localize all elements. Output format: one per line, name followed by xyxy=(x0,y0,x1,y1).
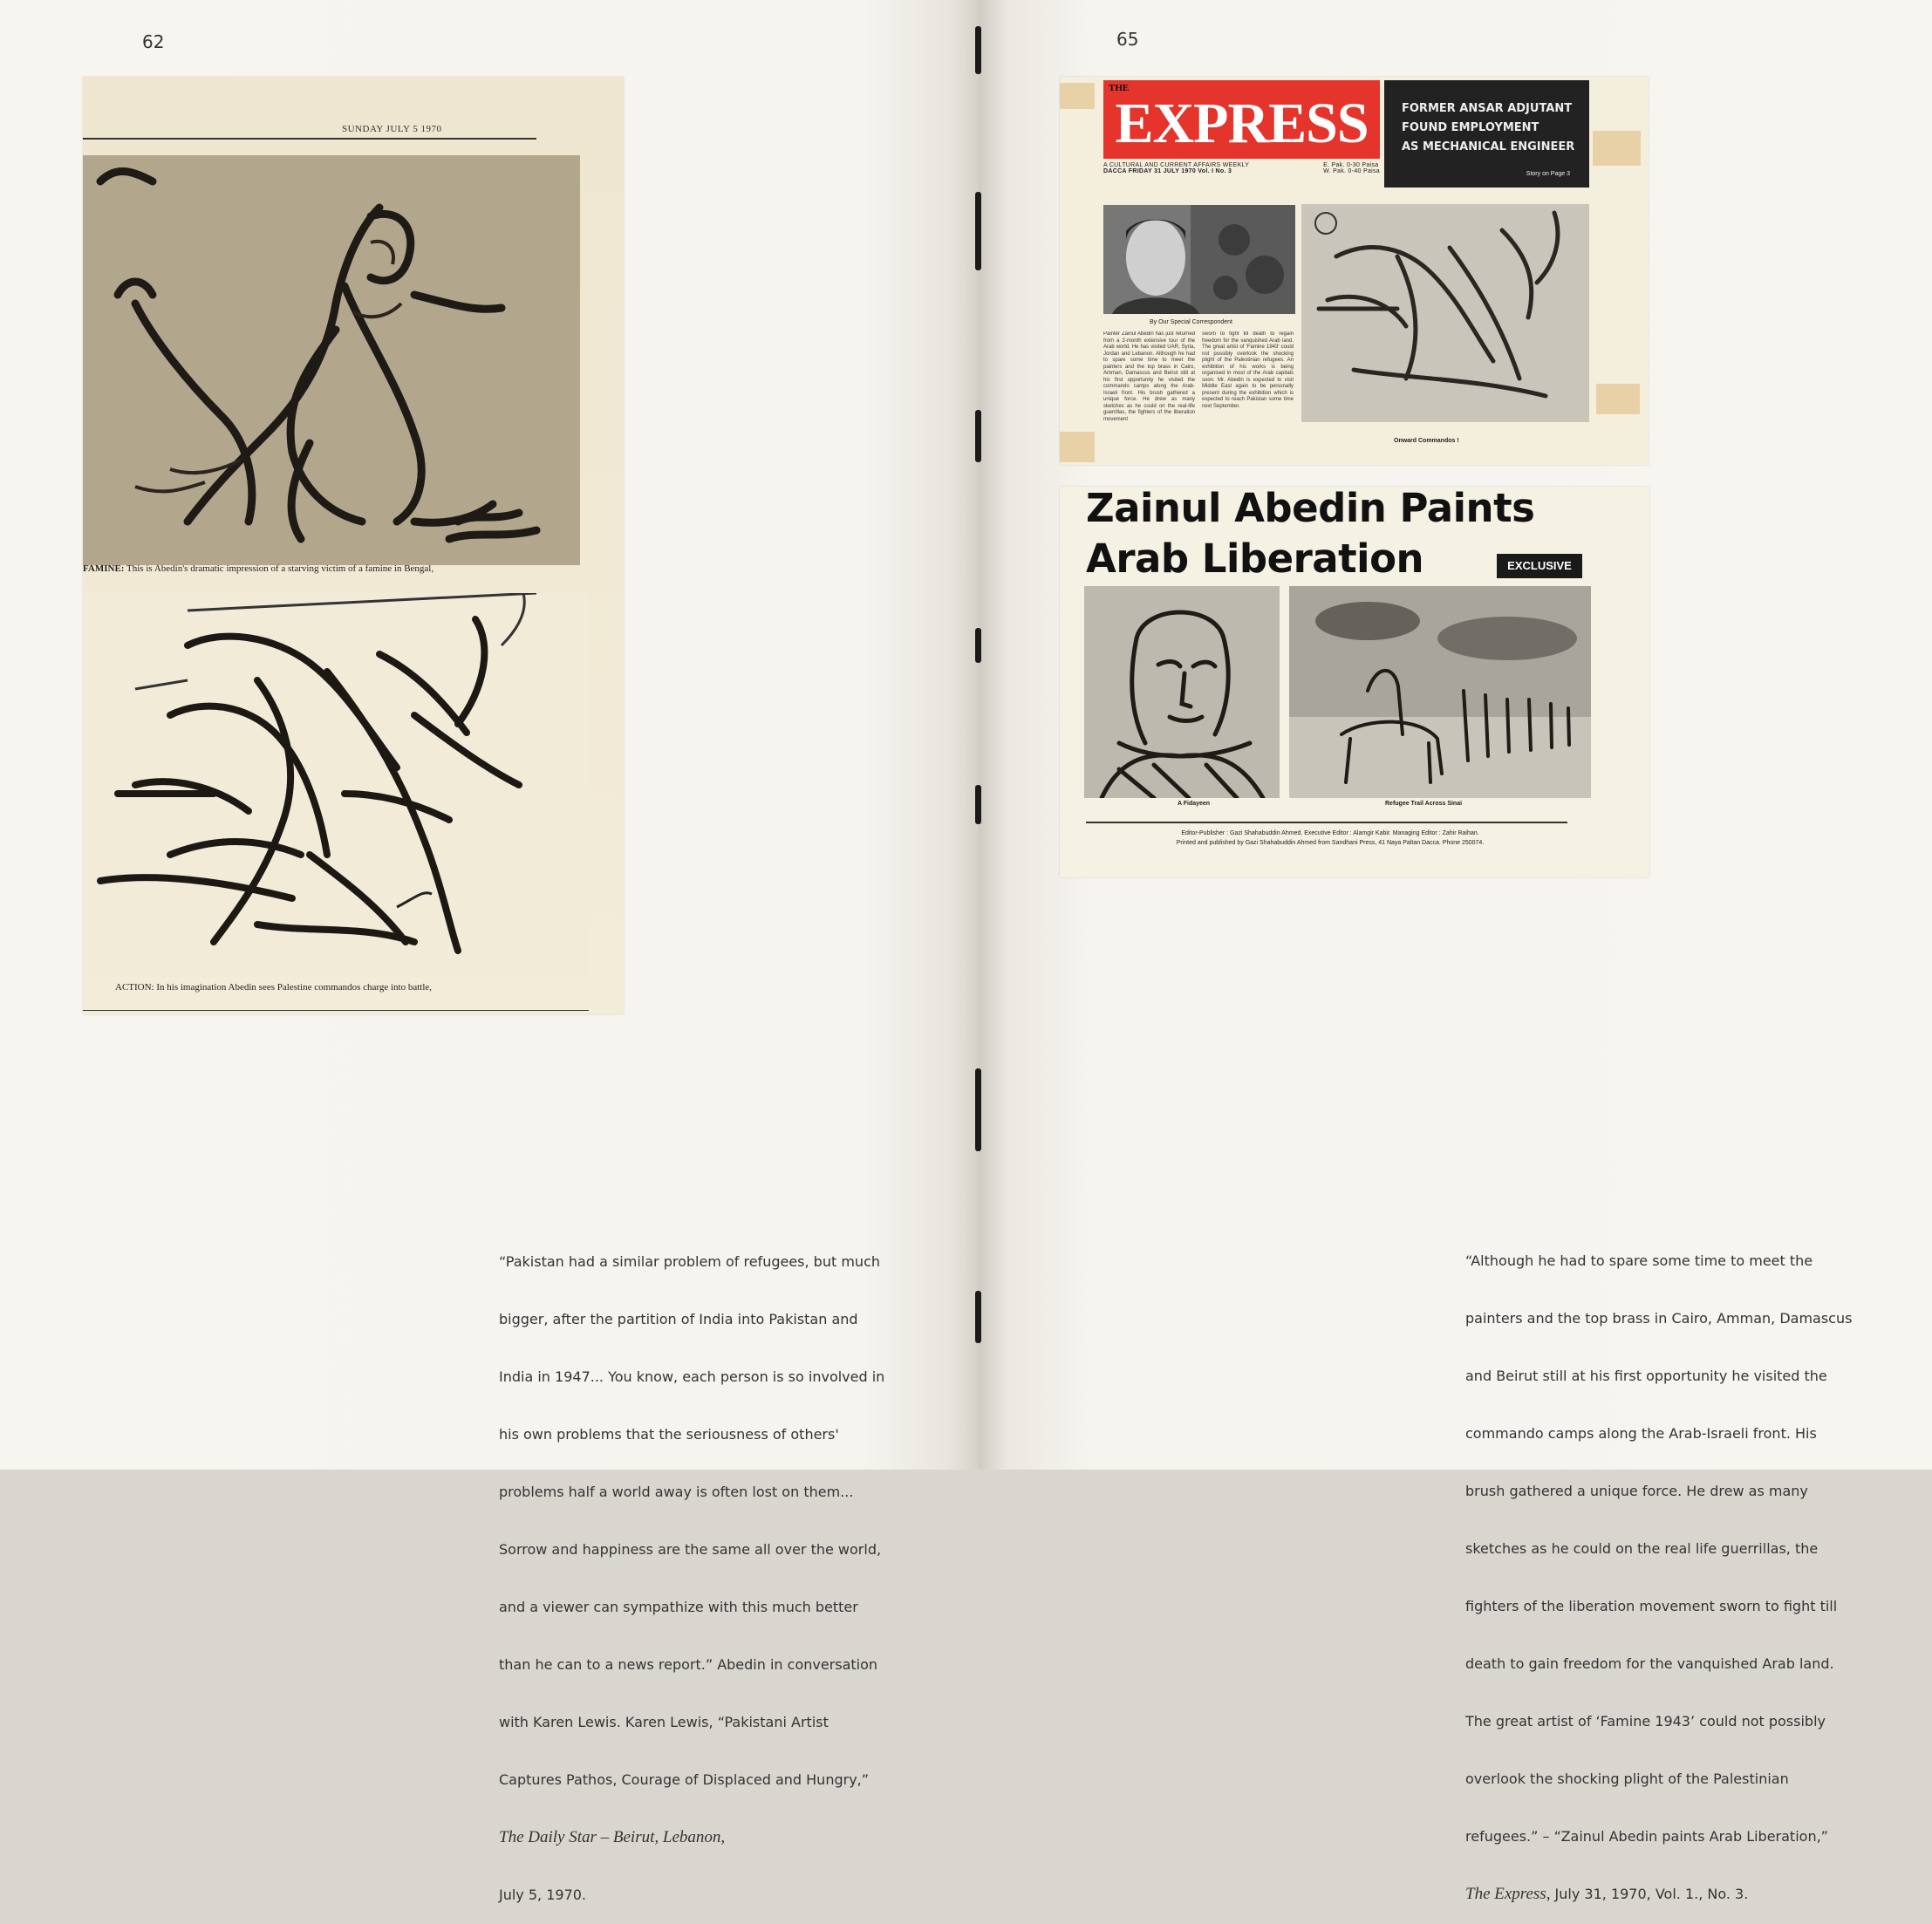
dateline-rule xyxy=(83,138,536,140)
masthead-footer-printer: Printed and published by Gazi Shahabuddin Ahmed from Sandhani Press, 41 Naya Paltan Dacca. Phone 250074. xyxy=(1176,840,1485,846)
masthead-subline: A CULTURAL AND CURRENT AFFAIRS WEEKLY DACCA FRIDAY 31 JULY 1970 Vol. I No. 3 E. Pak. 0-30 Paisa W. Pak. 0-40 Paisa xyxy=(1103,162,1380,174)
express-masthead: THE EXPRESS xyxy=(1103,80,1380,159)
page-number-right: 65 xyxy=(1116,29,1139,50)
article-column-1: Painter Zainul Abedin has just returned from a 2-month extensive tour of the Arab world. He has visited UAR, Syria, Jordan and Lebanon. Although he had to spare some time to meet the painters and the top brass in Cairo, Amman, Damascus and Beirut still at his first opportunity he visited the commando camps along the Arab-Israeli front. His brush gathered a unique force. He drew as many sketches as he could on the real-life guerrillas, the fighters of the liberation movement xyxy=(1103,331,1195,422)
right-quote-date: July 31, 1970, Vol. 1., No. 3. xyxy=(1554,1886,1749,1902)
refugee-trail-sketch xyxy=(1289,586,1591,798)
right-quote: “Although he had to spare some time to meet the painters and the top brass in Cairo, Amman, Damascus and Beirut still at his first opportunity he visited the commando camps along the Arab-Israeli front. His brush gathered a unique force. He drew as many sketches as he could on the real life guerrillas, the fighters of the liberation movement sworn to fight till death to gain freedom for the vanquished Arab land. The great artist of ‘Famine 1943’ could not possibly overlook the shocking plight of the Palestinian refugees.” – “Zainul Abedin paints Arab Liberation,” The Express, July 31, 1970, Vol. 1., No. 3. xyxy=(1465,1252,1853,1903)
clipping-dateline: SUNDAY JULY 5 1970 xyxy=(342,124,442,134)
headline-box: FORMER ANSAR ADJUTANT FOUND EMPLOYMENT AS MECHANICAL ENGINEER Story on Page 3 xyxy=(1384,80,1589,188)
left-quote-citation: The Daily Star – Beirut, Lebanon, xyxy=(499,1828,726,1846)
article-title-line2: Arab Liberation xyxy=(1086,536,1424,582)
tape-mark xyxy=(1593,131,1641,166)
refugee-caption: Refugee Trail Across Sinai xyxy=(1385,801,1463,807)
book-gutter xyxy=(975,0,981,1470)
portrait-photo xyxy=(1103,205,1295,314)
left-quote: “Pakistan had a similar problem of refugees, but much bigger, after the partition of India into Pakistan and India in 1947... You know, each person is so involved in his own problems that the seriousness of others' problems half a world away is often lost on them... Sorrow and happiness are the same all over the world, and a viewer can sympathize with this much better than he can to a news report.” Abedin in conversation with Karen Lewis. Karen Lewis, “Pakistani Artist Captures Pathos, Courage of Displaced and Hungry,” The Daily Star – Beirut, Lebanon, July 5, 1970. xyxy=(499,1253,885,1903)
famine-sketch xyxy=(83,155,580,565)
tape-mark xyxy=(1060,432,1095,462)
masthead-footer-editors: Editor-Publisher : Gazi Shahabuddin Ahmed. Executive Editor : Alamgir Kabir. Managing Editor : Zahir Raihan. xyxy=(1181,830,1479,836)
page-number-left: 62 xyxy=(142,31,165,52)
article-column-2: sworn to fight till death to regain freedom for the vanquished Arab land. The great artist of 'Famine 1943' could not possibly overlook the shocking plight of the Palestinian refugees. An exhibition of his works is being organised in most of the Arab capitals soon. Mr. Abedin is expected to visit Middle East again to be personally present during the exhibition which is expected to reach Pakistan some time next September. xyxy=(1202,331,1294,409)
onward-caption: Onward Commandos ! xyxy=(1394,438,1459,444)
clipping-bottom-rule xyxy=(83,1010,589,1011)
action-caption-label: ACTION: xyxy=(115,982,154,993)
fidayeen-sketch xyxy=(1084,586,1280,798)
byline: By Our Special Correspondent xyxy=(1150,319,1232,325)
famine-caption-label: FAMINE: xyxy=(83,563,125,574)
fidayeen-caption: A Fidayeen xyxy=(1178,801,1211,807)
right-quote-citation: The Express, xyxy=(1465,1885,1551,1903)
masthead-title: EXPRESS xyxy=(1115,92,1369,155)
left-quote-date: July 5, 1970. xyxy=(499,1886,587,1903)
exclusive-badge: EXCLUSIVE xyxy=(1497,554,1582,578)
tape-mark xyxy=(1596,384,1640,414)
famine-caption: This is Abedin's dramatic impression of a starving victim of a famine in Bengal, xyxy=(126,563,434,574)
onward-commandos-sketch xyxy=(1301,204,1589,422)
footer-rule xyxy=(1086,822,1567,823)
article-title-line1: Zainul Abedin Paints xyxy=(1086,485,1535,531)
commandos-sketch xyxy=(83,593,589,977)
tape-mark xyxy=(1060,83,1095,109)
action-caption: In his imagination Abedin sees Palestine commandos charge into battle, xyxy=(156,982,433,993)
